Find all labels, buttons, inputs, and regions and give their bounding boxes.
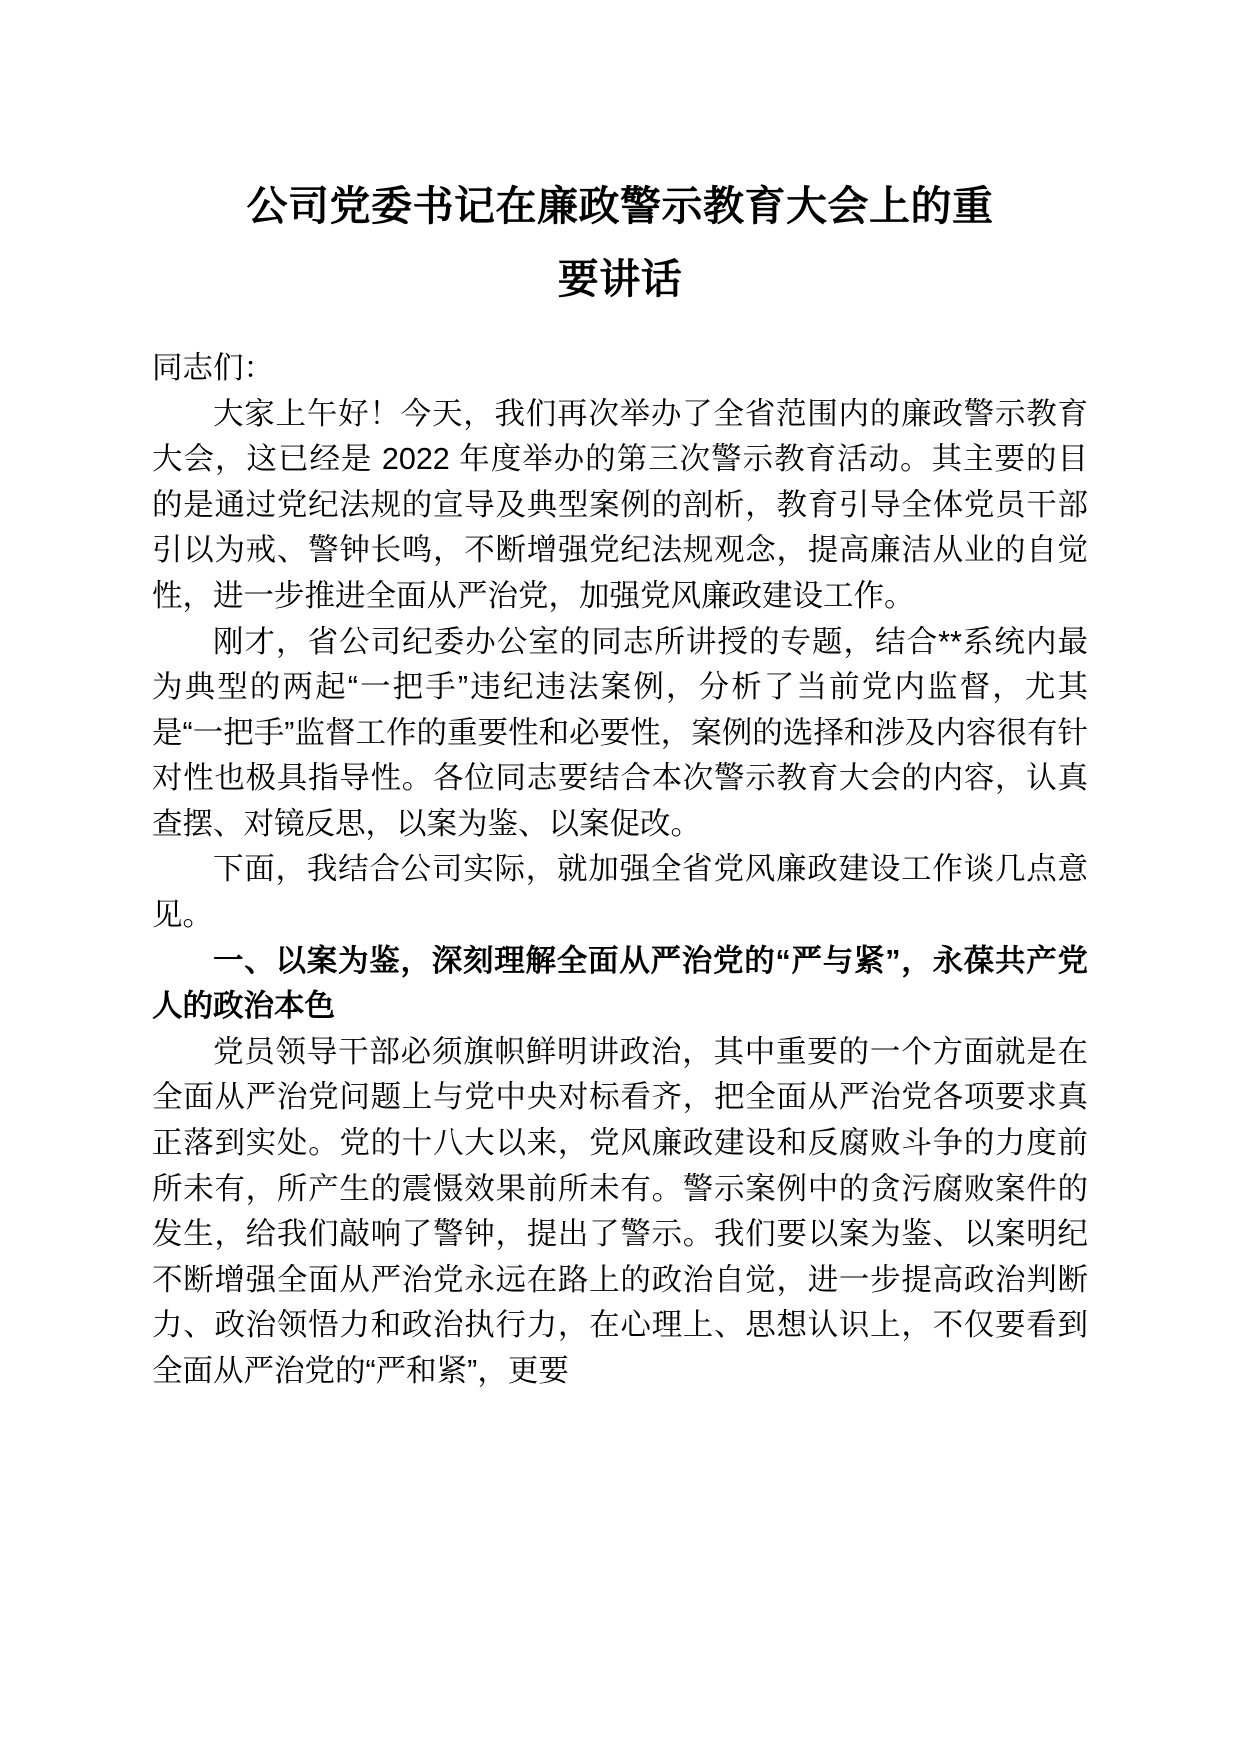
salutation: 同志们： xyxy=(152,350,274,385)
body-paragraph-4: 党员领导干部必须旗帜鲜明讲政治，其中重要的一个方面就是在全面从严治党问题上与党中央对标看齐，把全面从严治党各项要求真正落到实处。党的十八大以来，党风廉政建设和反腐败斗争的力度前所未有，所产生的震慑效果前所未有。警示案例中的贪污腐败案件的发生，给我们敲响了警钟，提出了警示。我们要以案为鉴、以案明纪不断增强全面从严治党永远在路上的政治自觉，进一步提高政治判断力、政治领悟力和政治执行力，在心理上、思想认识上，不仅要看到全面从严治党的“严和紧”，更要 xyxy=(152,1034,1088,1388)
document-title-line-2: 要讲话 xyxy=(557,255,683,302)
document-title xyxy=(152,170,1088,316)
body-paragraph-3: 下面，我结合公司实际，就加强全省党风廉政建设工作谈几点意见。 xyxy=(152,852,1088,933)
document-title-line-1: 公司党委书记在廉政警示教育大会上的重 xyxy=(246,183,994,229)
body-paragraph-2: 刚才，省公司纪委办公室的同志所讲授的专题，结合**系统内最为典型的两起“一把手”违纪违法案例，分析了当前党内监督，尤其是“一把手”监督工作的重要性和必要性，案例的选择和涉及内容很有针对性也极具指导性。各位同志要结合本次警示教育大会的内容，认真查摆、对镜反思，以案为鉴、以案促改。 xyxy=(152,624,1088,841)
body-paragraph-1: 大家上午好！今天，我们再次举办了全省范围内的廉政警示教育大会，这已经是 2022 年度举办的第三次警示教育活动。其主要的目的是通过党纪法规的宣导及典型案例的剖析，教育引导全体党员干部引以为戒、警钟长鸣，不断增强党纪法规观念，提高廉洁从业的自觉性，进一步推进全面从严治党，加强党风廉政建设工作。 xyxy=(152,396,1088,613)
section-heading-1: 一、以案为鉴，深刻理解全面从严治党的“严与紧”，永葆共产党人的政治本色 xyxy=(152,943,1088,1024)
